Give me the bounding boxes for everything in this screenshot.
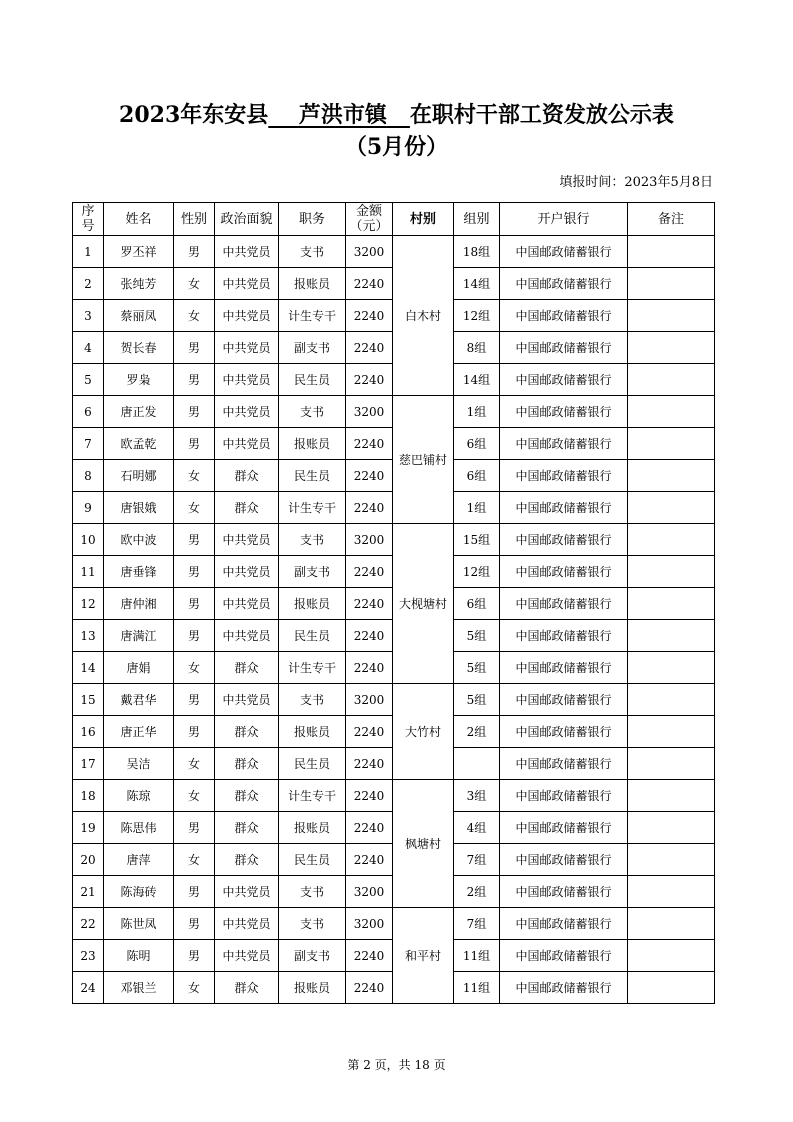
cell-gender: 男 bbox=[174, 940, 215, 972]
cell-amount: 2240 bbox=[346, 972, 393, 1004]
cell-position: 报账员 bbox=[279, 588, 346, 620]
cell-village: 和平村 bbox=[393, 908, 454, 1004]
cell-seq: 20 bbox=[73, 844, 104, 876]
cell-position: 民生员 bbox=[279, 844, 346, 876]
cell-group: 15组 bbox=[454, 524, 500, 556]
cell-bank: 中国邮政储蓄银行 bbox=[500, 524, 628, 556]
cell-bank: 中国邮政储蓄银行 bbox=[500, 844, 628, 876]
cell-remark bbox=[628, 780, 715, 812]
cell-gender: 男 bbox=[174, 588, 215, 620]
cell-group: 14组 bbox=[454, 364, 500, 396]
cell-politics: 群众 bbox=[215, 972, 279, 1004]
cell-amount: 2240 bbox=[346, 812, 393, 844]
cell-position: 报账员 bbox=[279, 812, 346, 844]
cell-name: 唐萍 bbox=[104, 844, 174, 876]
cell-amount: 3200 bbox=[346, 908, 393, 940]
cell-position: 支书 bbox=[279, 876, 346, 908]
cell-amount: 3200 bbox=[346, 396, 393, 428]
cell-remark bbox=[628, 876, 715, 908]
cell-politics: 中共党员 bbox=[215, 396, 279, 428]
cell-remark bbox=[628, 460, 715, 492]
document-subtitle: （5月份） bbox=[344, 134, 449, 160]
cell-seq: 8 bbox=[73, 460, 104, 492]
cell-politics: 中共党员 bbox=[215, 908, 279, 940]
table-row bbox=[73, 780, 715, 812]
cell-politics: 群众 bbox=[215, 780, 279, 812]
table-row bbox=[73, 396, 715, 428]
cell-name: 陈思伟 bbox=[104, 812, 174, 844]
cell-bank: 中国邮政储蓄银行 bbox=[500, 684, 628, 716]
cell-bank: 中国邮政储蓄银行 bbox=[500, 940, 628, 972]
cell-bank: 中国邮政储蓄银行 bbox=[500, 652, 628, 684]
cell-politics: 群众 bbox=[215, 812, 279, 844]
cell-position: 副支书 bbox=[279, 940, 346, 972]
title-town: 芦洪市镇 bbox=[298, 102, 387, 128]
cell-name: 唐仲湘 bbox=[104, 588, 174, 620]
cell-gender: 男 bbox=[174, 716, 215, 748]
cell-name: 唐银娥 bbox=[104, 492, 174, 524]
cell-name: 唐满江 bbox=[104, 620, 174, 652]
cell-bank: 中国邮政储蓄银行 bbox=[500, 876, 628, 908]
header-bank: 开户银行 bbox=[500, 203, 628, 236]
table-header-row bbox=[73, 203, 715, 236]
cell-amount: 2240 bbox=[346, 332, 393, 364]
cell-group: 1组 bbox=[454, 492, 500, 524]
cell-position: 支书 bbox=[279, 684, 346, 716]
cell-position: 副支书 bbox=[279, 556, 346, 588]
cell-bank: 中国邮政储蓄银行 bbox=[500, 268, 628, 300]
cell-gender: 男 bbox=[174, 364, 215, 396]
document-title bbox=[0, 100, 793, 130]
header-position: 职务 bbox=[279, 203, 346, 236]
header-seq: 序 号 bbox=[73, 203, 104, 236]
header-gender: 性别 bbox=[174, 203, 215, 236]
cell-politics: 中共党员 bbox=[215, 556, 279, 588]
cell-gender: 女 bbox=[174, 300, 215, 332]
cell-gender: 男 bbox=[174, 908, 215, 940]
cell-politics: 中共党员 bbox=[215, 268, 279, 300]
cell-amount: 2240 bbox=[346, 588, 393, 620]
cell-seq: 7 bbox=[73, 428, 104, 460]
cell-politics: 中共党员 bbox=[215, 524, 279, 556]
table-row bbox=[73, 684, 715, 716]
cell-seq: 3 bbox=[73, 300, 104, 332]
cell-remark bbox=[628, 748, 715, 780]
cell-position: 民生员 bbox=[279, 364, 346, 396]
cell-amount: 2240 bbox=[346, 364, 393, 396]
cell-remark bbox=[628, 556, 715, 588]
cell-politics: 中共党员 bbox=[215, 588, 279, 620]
cell-bank: 中国邮政储蓄银行 bbox=[500, 588, 628, 620]
cell-bank: 中国邮政储蓄银行 bbox=[500, 716, 628, 748]
cell-seq: 6 bbox=[73, 396, 104, 428]
cell-amount: 2240 bbox=[346, 748, 393, 780]
cell-gender: 男 bbox=[174, 396, 215, 428]
cell-remark bbox=[628, 684, 715, 716]
cell-bank: 中国邮政储蓄银行 bbox=[500, 492, 628, 524]
cell-gender: 男 bbox=[174, 812, 215, 844]
cell-seq: 16 bbox=[73, 716, 104, 748]
cell-group: 1组 bbox=[454, 396, 500, 428]
cell-village: 白木村 bbox=[393, 236, 454, 396]
cell-name: 罗枭 bbox=[104, 364, 174, 396]
cell-name: 唐垂锋 bbox=[104, 556, 174, 588]
table-row bbox=[73, 236, 715, 268]
cell-remark bbox=[628, 972, 715, 1004]
cell-group: 5组 bbox=[454, 684, 500, 716]
cell-gender: 女 bbox=[174, 972, 215, 1004]
cell-politics: 群众 bbox=[215, 492, 279, 524]
cell-amount: 2240 bbox=[346, 844, 393, 876]
header-name: 姓名 bbox=[104, 203, 174, 236]
cell-seq: 24 bbox=[73, 972, 104, 1004]
cell-seq: 21 bbox=[73, 876, 104, 908]
cell-name: 蔡丽凤 bbox=[104, 300, 174, 332]
cell-politics: 中共党员 bbox=[215, 364, 279, 396]
cell-group: 12组 bbox=[454, 556, 500, 588]
cell-group: 5组 bbox=[454, 620, 500, 652]
cell-seq: 17 bbox=[73, 748, 104, 780]
cell-bank: 中国邮政储蓄银行 bbox=[500, 748, 628, 780]
cell-name: 戴君华 bbox=[104, 684, 174, 716]
cell-remark bbox=[628, 268, 715, 300]
cell-politics: 中共党员 bbox=[215, 940, 279, 972]
cell-amount: 2240 bbox=[346, 780, 393, 812]
cell-bank: 中国邮政储蓄银行 bbox=[500, 908, 628, 940]
cell-group: 12组 bbox=[454, 300, 500, 332]
cell-politics: 中共党员 bbox=[215, 876, 279, 908]
cell-position: 报账员 bbox=[279, 972, 346, 1004]
cell-remark bbox=[628, 812, 715, 844]
cell-group: 18组 bbox=[454, 236, 500, 268]
cell-gender: 男 bbox=[174, 428, 215, 460]
cell-bank: 中国邮政储蓄银行 bbox=[500, 364, 628, 396]
cell-village: 枫塘村 bbox=[393, 780, 454, 908]
cell-group: 11组 bbox=[454, 972, 500, 1004]
header-remark: 备注 bbox=[628, 203, 715, 236]
cell-remark bbox=[628, 300, 715, 332]
cell-group: 7组 bbox=[454, 844, 500, 876]
header-amount: 金额 （元） bbox=[346, 203, 393, 236]
cell-politics: 群众 bbox=[215, 844, 279, 876]
cell-politics: 群众 bbox=[215, 652, 279, 684]
cell-group: 4组 bbox=[454, 812, 500, 844]
cell-position: 民生员 bbox=[279, 460, 346, 492]
cell-politics: 群众 bbox=[215, 748, 279, 780]
cell-remark bbox=[628, 428, 715, 460]
cell-amount: 2240 bbox=[346, 460, 393, 492]
header-politics: 政治面貌 bbox=[215, 203, 279, 236]
title-prefix: 2023年东安县 bbox=[119, 102, 269, 128]
cell-bank: 中国邮政储蓄银行 bbox=[500, 460, 628, 492]
cell-seq: 18 bbox=[73, 780, 104, 812]
cell-bank: 中国邮政储蓄银行 bbox=[500, 780, 628, 812]
cell-group: 5组 bbox=[454, 652, 500, 684]
cell-position: 副支书 bbox=[279, 332, 346, 364]
cell-gender: 女 bbox=[174, 652, 215, 684]
cell-group: 7组 bbox=[454, 908, 500, 940]
cell-name: 邓银兰 bbox=[104, 972, 174, 1004]
cell-remark bbox=[628, 716, 715, 748]
title-suffix: 在职村干部工资发放公示表 bbox=[409, 102, 674, 128]
cell-bank: 中国邮政储蓄银行 bbox=[500, 428, 628, 460]
cell-seq: 11 bbox=[73, 556, 104, 588]
cell-name: 吴洁 bbox=[104, 748, 174, 780]
cell-seq: 14 bbox=[73, 652, 104, 684]
cell-amount: 2240 bbox=[346, 652, 393, 684]
cell-politics: 群众 bbox=[215, 716, 279, 748]
cell-position: 民生员 bbox=[279, 620, 346, 652]
cell-bank: 中国邮政储蓄银行 bbox=[500, 332, 628, 364]
cell-bank: 中国邮政储蓄银行 bbox=[500, 300, 628, 332]
table-row bbox=[73, 908, 715, 940]
cell-gender: 女 bbox=[174, 780, 215, 812]
header-group: 组别 bbox=[454, 203, 500, 236]
cell-seq: 12 bbox=[73, 588, 104, 620]
cell-gender: 男 bbox=[174, 876, 215, 908]
cell-seq: 13 bbox=[73, 620, 104, 652]
cell-seq: 2 bbox=[73, 268, 104, 300]
cell-village: 慈巴铺村 bbox=[393, 396, 454, 524]
cell-seq: 22 bbox=[73, 908, 104, 940]
cell-village: 大竹村 bbox=[393, 684, 454, 780]
cell-politics: 中共党员 bbox=[215, 428, 279, 460]
cell-name: 唐正发 bbox=[104, 396, 174, 428]
page-footer: 第 2 页，共 18 页 bbox=[347, 1058, 446, 1072]
cell-gender: 男 bbox=[174, 332, 215, 364]
cell-remark bbox=[628, 364, 715, 396]
cell-remark bbox=[628, 844, 715, 876]
cell-name: 张纯芳 bbox=[104, 268, 174, 300]
cell-gender: 男 bbox=[174, 620, 215, 652]
cell-name: 陈世凤 bbox=[104, 908, 174, 940]
cell-politics: 中共党员 bbox=[215, 684, 279, 716]
cell-gender: 男 bbox=[174, 524, 215, 556]
cell-position: 支书 bbox=[279, 236, 346, 268]
cell-seq: 15 bbox=[73, 684, 104, 716]
cell-amount: 3200 bbox=[346, 524, 393, 556]
cell-position: 报账员 bbox=[279, 428, 346, 460]
cell-position: 计生专干 bbox=[279, 780, 346, 812]
cell-politics: 中共党员 bbox=[215, 300, 279, 332]
cell-amount: 2240 bbox=[346, 940, 393, 972]
cell-group: 8组 bbox=[454, 332, 500, 364]
cell-group bbox=[454, 748, 500, 780]
cell-gender: 男 bbox=[174, 684, 215, 716]
cell-group: 14组 bbox=[454, 268, 500, 300]
cell-group: 6组 bbox=[454, 588, 500, 620]
cell-gender: 男 bbox=[174, 556, 215, 588]
header-village: 村别 bbox=[393, 203, 454, 236]
cell-position: 计生专干 bbox=[279, 300, 346, 332]
cell-position: 民生员 bbox=[279, 748, 346, 780]
cell-politics: 中共党员 bbox=[215, 236, 279, 268]
cell-gender: 男 bbox=[174, 236, 215, 268]
cell-group: 6组 bbox=[454, 460, 500, 492]
cell-amount: 3200 bbox=[346, 236, 393, 268]
cell-group: 2组 bbox=[454, 876, 500, 908]
cell-seq: 4 bbox=[73, 332, 104, 364]
cell-bank: 中国邮政储蓄银行 bbox=[500, 972, 628, 1004]
cell-group: 11组 bbox=[454, 940, 500, 972]
cell-remark bbox=[628, 332, 715, 364]
cell-amount: 2240 bbox=[346, 268, 393, 300]
cell-name: 陈琼 bbox=[104, 780, 174, 812]
cell-gender: 女 bbox=[174, 844, 215, 876]
cell-remark bbox=[628, 908, 715, 940]
cell-remark bbox=[628, 396, 715, 428]
cell-bank: 中国邮政储蓄银行 bbox=[500, 812, 628, 844]
cell-name: 欧中波 bbox=[104, 524, 174, 556]
cell-remark bbox=[628, 940, 715, 972]
cell-bank: 中国邮政储蓄银行 bbox=[500, 396, 628, 428]
cell-amount: 2240 bbox=[346, 716, 393, 748]
cell-group: 3组 bbox=[454, 780, 500, 812]
cell-remark bbox=[628, 524, 715, 556]
cell-gender: 女 bbox=[174, 268, 215, 300]
cell-name: 唐娟 bbox=[104, 652, 174, 684]
cell-position: 计生专干 bbox=[279, 652, 346, 684]
cell-gender: 女 bbox=[174, 460, 215, 492]
cell-amount: 3200 bbox=[346, 684, 393, 716]
cell-village: 大枧塘村 bbox=[393, 524, 454, 684]
cell-gender: 女 bbox=[174, 492, 215, 524]
cell-amount: 2240 bbox=[346, 492, 393, 524]
cell-bank: 中国邮政储蓄银行 bbox=[500, 620, 628, 652]
cell-position: 支书 bbox=[279, 524, 346, 556]
cell-remark bbox=[628, 620, 715, 652]
salary-table bbox=[72, 202, 715, 1004]
cell-position: 支书 bbox=[279, 908, 346, 940]
cell-amount: 2240 bbox=[346, 556, 393, 588]
cell-amount: 2240 bbox=[346, 428, 393, 460]
cell-seq: 5 bbox=[73, 364, 104, 396]
cell-seq: 23 bbox=[73, 940, 104, 972]
cell-name: 陈海砖 bbox=[104, 876, 174, 908]
cell-gender: 女 bbox=[174, 748, 215, 780]
cell-remark bbox=[628, 492, 715, 524]
cell-bank: 中国邮政储蓄银行 bbox=[500, 556, 628, 588]
cell-name: 欧孟乾 bbox=[104, 428, 174, 460]
cell-seq: 9 bbox=[73, 492, 104, 524]
cell-name: 陈明 bbox=[104, 940, 174, 972]
cell-position: 报账员 bbox=[279, 716, 346, 748]
cell-bank: 中国邮政储蓄银行 bbox=[500, 236, 628, 268]
cell-politics: 群众 bbox=[215, 460, 279, 492]
cell-seq: 10 bbox=[73, 524, 104, 556]
cell-politics: 中共党员 bbox=[215, 332, 279, 364]
cell-amount: 2240 bbox=[346, 620, 393, 652]
cell-name: 罗丕祥 bbox=[104, 236, 174, 268]
fill-date: 填报时间：2023年5月8日 bbox=[559, 175, 713, 190]
cell-remark bbox=[628, 588, 715, 620]
cell-position: 报账员 bbox=[279, 268, 346, 300]
cell-name: 唐正华 bbox=[104, 716, 174, 748]
cell-remark bbox=[628, 652, 715, 684]
cell-amount: 3200 bbox=[346, 876, 393, 908]
cell-name: 贺长春 bbox=[104, 332, 174, 364]
cell-seq: 1 bbox=[73, 236, 104, 268]
cell-remark bbox=[628, 236, 715, 268]
cell-position: 支书 bbox=[279, 396, 346, 428]
cell-amount: 2240 bbox=[346, 300, 393, 332]
table-row bbox=[73, 524, 715, 556]
cell-seq: 19 bbox=[73, 812, 104, 844]
table-body bbox=[73, 236, 715, 1004]
cell-group: 2组 bbox=[454, 716, 500, 748]
cell-name: 石明娜 bbox=[104, 460, 174, 492]
cell-politics: 中共党员 bbox=[215, 620, 279, 652]
cell-group: 6组 bbox=[454, 428, 500, 460]
cell-position: 计生专干 bbox=[279, 492, 346, 524]
